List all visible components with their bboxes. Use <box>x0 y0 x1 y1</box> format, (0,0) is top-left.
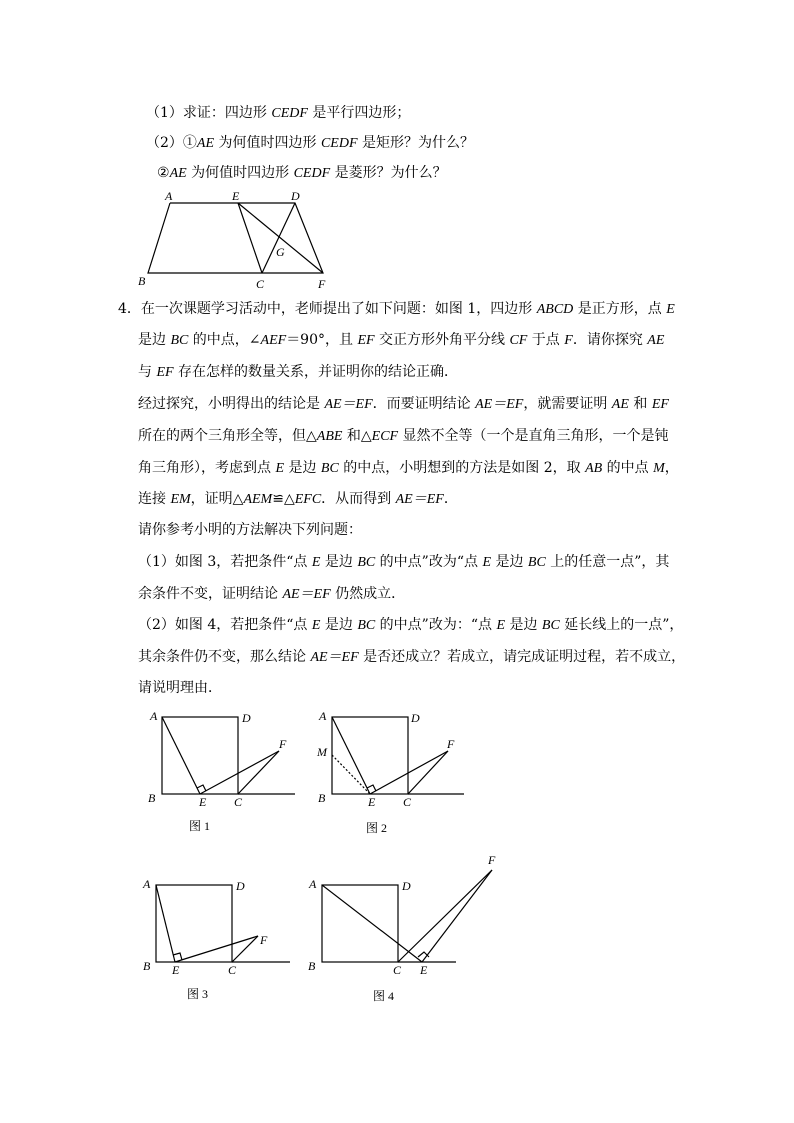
fig2-em <box>332 755 370 794</box>
q4-line-5: 所在的两个三角形全等，但△ABE 和△ECF 显然不全等（一个是直角三角形，一个是钝 <box>138 428 669 444</box>
fig4-label-b: B <box>308 959 316 973</box>
fig3-label-e: E <box>172 963 180 977</box>
fig4-label-e: E <box>420 963 428 977</box>
label-a: A <box>165 189 173 203</box>
figure-3 <box>156 885 290 962</box>
fig1-ef <box>200 751 279 794</box>
fig2-label-f: F <box>447 737 455 751</box>
fig3-label-b: B <box>143 959 151 973</box>
fig1-label-e: E <box>199 795 207 809</box>
fig2-ef <box>370 751 448 794</box>
fig1-ae <box>162 717 200 794</box>
q4-line-8: 请你参考小明的方法解决下列问题： <box>138 522 362 538</box>
fig2-caption: 图 2 <box>366 821 388 835</box>
fig1-label-f: F <box>279 737 287 751</box>
q4-line-2: 是边 BC 的中点，∠AEF＝90°，且 EF 交正方形外角平分线 CF 于点 F．请你探究 AE <box>138 332 665 348</box>
fig3-label-d: D <box>236 879 245 893</box>
fig1-label-a: A <box>150 709 158 723</box>
fig4-label-c: C <box>393 963 402 977</box>
fig2-label-e: E <box>368 795 376 809</box>
fig1-square <box>162 717 238 794</box>
fig4-square <box>322 885 398 962</box>
label-g: G <box>276 245 285 259</box>
q3-part2a: （2）①AE 为何值时四边形 CEDF 是矩形？为什么？ <box>146 135 474 151</box>
label-f: F <box>318 277 326 291</box>
fig4-ef <box>422 870 492 962</box>
fig4-label-f: F <box>488 853 496 867</box>
fig4-label-d: D <box>402 879 411 893</box>
q4-line-6: 角三角形），考虑到点 E 是边 BC 的中点，小明想到的方法是如图 2，取 AB 的中点 M， <box>138 460 679 476</box>
fig2-cf <box>408 751 448 794</box>
figure-1 <box>162 717 295 794</box>
label-d: D <box>291 189 300 203</box>
fig1-cf <box>238 751 279 794</box>
label-b: B <box>138 274 146 288</box>
fig2-label-m: M <box>317 745 327 759</box>
fig3-label-f: F <box>260 933 268 947</box>
figure-2 <box>332 717 464 794</box>
fig4-cf <box>398 870 492 962</box>
fig3-square <box>156 885 232 962</box>
q4-line-7: 连接 EM，证明△AEM≌△EFC．从而得到 AE＝EF． <box>138 491 458 507</box>
fig4-ae <box>322 885 422 962</box>
q3-part1: （1）求证：四边形 CEDF 是平行四边形； <box>146 105 411 121</box>
fig1-label-d: D <box>242 711 251 725</box>
fig2-ae <box>332 717 370 794</box>
q4-line-12: 其余条件仍不变，那么结论 AE＝EF 是否还成立？若成立，请完成证明过程，若不成立， <box>138 649 686 665</box>
fig3-ae <box>156 885 175 962</box>
fig2-label-d: D <box>411 711 420 725</box>
fig3-caption: 图 3 <box>187 987 209 1001</box>
fig2-label-c: C <box>403 795 412 809</box>
fig2-label-a: A <box>319 709 327 723</box>
fig1-label-b: B <box>148 791 156 805</box>
q4-line-1: 4．在一次课题学习活动中，老师提出了如下问题：如图 1，四边形 ABCD 是正方形，点 E <box>118 301 675 317</box>
q4-line-13: 请说明理由． <box>138 680 222 696</box>
fig4-label-a: A <box>309 877 317 891</box>
q4-line-9: （1）如图 3，若把条件“点 E 是边 BC 的中点”改为“点 E 是边 BC 上的任意一点”，其 <box>138 554 670 570</box>
fig3-label-a: A <box>143 877 151 891</box>
fig1-label-c: C <box>234 795 243 809</box>
label-e: E <box>232 189 240 203</box>
q4-line-11: （2）如图 4，若把条件“点 E 是边 BC 的中点”改为：“点 E 是边 BC 延长线上的一点”， <box>138 617 684 633</box>
fig1-caption: 图 1 <box>189 819 211 833</box>
fig2-square <box>332 717 408 794</box>
label-c: C <box>256 277 265 291</box>
fig4-caption: 图 4 <box>373 989 395 1003</box>
q4-line-3: 与 EF 存在怎样的数量关系，并证明你的结论正确． <box>138 364 459 380</box>
fig2-label-b: B <box>318 791 326 805</box>
q4-line-4: 经过探究，小明得出的结论是 AE＝EF．而要证明结论 AE＝EF，就需要证明 AE 和 EF <box>138 396 669 412</box>
q4-line-10: 余条件不变，证明结论 AE＝EF 仍然成立． <box>138 586 406 602</box>
fig3-label-c: C <box>228 963 237 977</box>
q3-part2b: ②AE 为何值时四边形 CEDF 是菱形？为什么？ <box>157 165 447 181</box>
